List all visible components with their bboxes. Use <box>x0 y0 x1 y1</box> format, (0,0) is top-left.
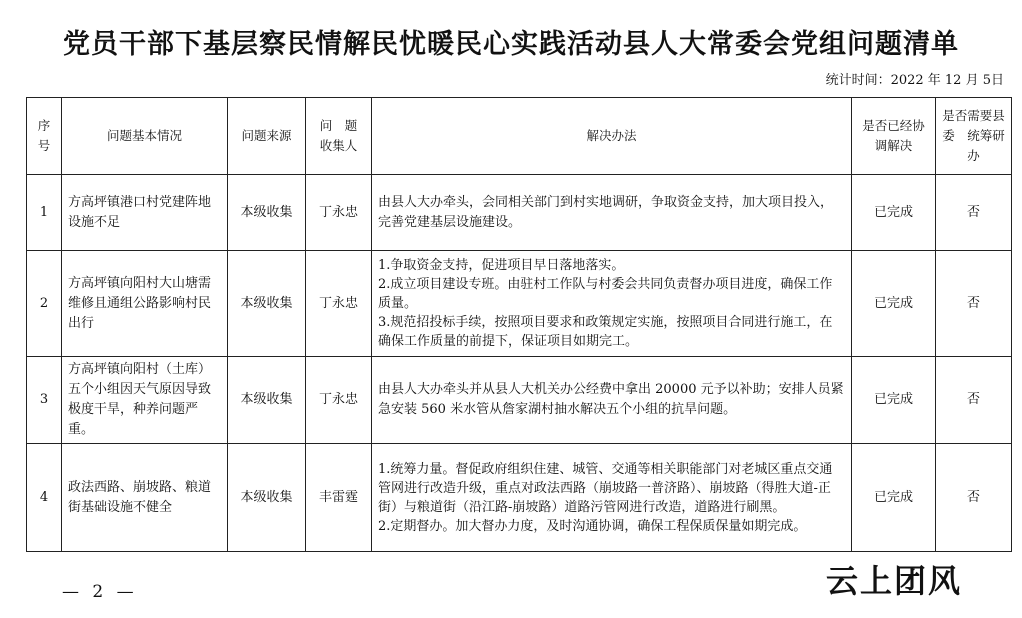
table-row <box>27 251 1012 357</box>
cell-source: 本级收集 <box>228 357 306 444</box>
header-issue: 问题基本情况 <box>62 98 228 175</box>
cell-collector: 丰雷霆 <box>306 444 372 552</box>
table-row <box>27 175 1012 251</box>
cell-county: 否 <box>936 444 1012 552</box>
table-row <box>27 357 1012 444</box>
cell-county: 否 <box>936 357 1012 444</box>
stat-time: 统计时间：2022 年 12 月 5日 <box>825 73 1004 88</box>
solution-line: 2.定期督办。加大督办力度，及时沟通协调，确保工程保质保量如期完成。 <box>378 518 807 534</box>
page-number: — 2 — <box>62 582 138 602</box>
table-row <box>27 444 1012 552</box>
header-solution: 解决办法 <box>372 98 852 175</box>
cell-resolved: 已完成 <box>852 251 936 357</box>
solution-line: 由县人大办牵头，会同相关部门到村实地调研，争取资金支持，加大项目投入，完善党建基层设施建设。 <box>378 194 834 230</box>
cell-source: 本级收集 <box>228 251 306 357</box>
cell-collector: 丁永忠 <box>306 357 372 444</box>
cell-issue: 方高坪镇向阳村（土库）五个小组因天气原因导致极度干旱，种养问题严重。 <box>62 357 228 444</box>
header-seq: 序号 <box>27 98 62 175</box>
solution-line: 由县人大办牵头并从县人大机关办公经费中拿出 20000 元予以补助；安排人员紧急安装 560 米水管从詹家湖村抽水解决五个小组的抗旱问题。 <box>378 382 844 417</box>
document-title: 党员干部下基层察民情解民忧暖民心实践活动县人大常委会党组问题清单 <box>63 29 959 60</box>
cell-solution <box>372 175 852 251</box>
cell-solution <box>372 251 852 357</box>
header-resolved: 是否已经协调解决 <box>852 98 936 175</box>
cell-source: 本级收集 <box>228 444 306 552</box>
cell-collector: 丁永忠 <box>306 175 372 251</box>
cell-county: 否 <box>936 251 1012 357</box>
cell-issue: 政法西路、崩坡路、粮道街基础设施不健全 <box>62 444 228 552</box>
solution-line: 1.统筹力量。督促政府组织住建、城管、交通等相关职能部门对老城区重点交通管网进行改造升级，重点对政法西路（崩坡路一普济路）、崩坡路（得胜大道-正街）与粮道街（沿江路-崩坡路）道路污管网进行改造，道路进行刷黑。 <box>378 461 833 515</box>
issue-table <box>26 97 1018 552</box>
header-county: 是否需要县 委 统筹研办 <box>936 98 1012 175</box>
cell-seq: 3 <box>27 357 62 444</box>
cell-seq: 1 <box>27 175 62 251</box>
cell-resolved: 已完成 <box>852 357 936 444</box>
table-header-row <box>27 98 1012 175</box>
cell-seq: 2 <box>27 251 62 357</box>
cell-solution <box>372 357 852 444</box>
cell-collector: 丁永忠 <box>306 251 372 357</box>
solution-line: 3.规范招投标手续，按照项目要求和政策规定实施，按照项目合同进行施工，在确保工作质量的前提下，保证项目如期完工。 <box>378 315 833 349</box>
header-source: 问题来源 <box>228 98 306 175</box>
header-collector: 问 题 收集人 <box>306 98 372 175</box>
cell-source: 本级收集 <box>228 175 306 251</box>
solution-line: 2.成立项目建设专班。由驻村工作队与村委会共同负责督办项目进度，确保工作质量。 <box>378 277 833 311</box>
cell-county: 否 <box>936 175 1012 251</box>
cell-solution <box>372 444 852 552</box>
cell-resolved: 已完成 <box>852 175 936 251</box>
cell-issue: 方高坪镇向阳村大山塘需维修且通组公路影响村民出行 <box>62 251 228 357</box>
cell-resolved: 已完成 <box>852 444 936 552</box>
solution-line: 1.争取资金支持，促进项目早日落地落实。 <box>378 258 625 273</box>
watermark-logo: 云上团风 <box>826 562 963 600</box>
cell-seq: 4 <box>27 444 62 552</box>
cell-issue: 方高坪镇港口村党建阵地设施不足 <box>62 175 228 251</box>
